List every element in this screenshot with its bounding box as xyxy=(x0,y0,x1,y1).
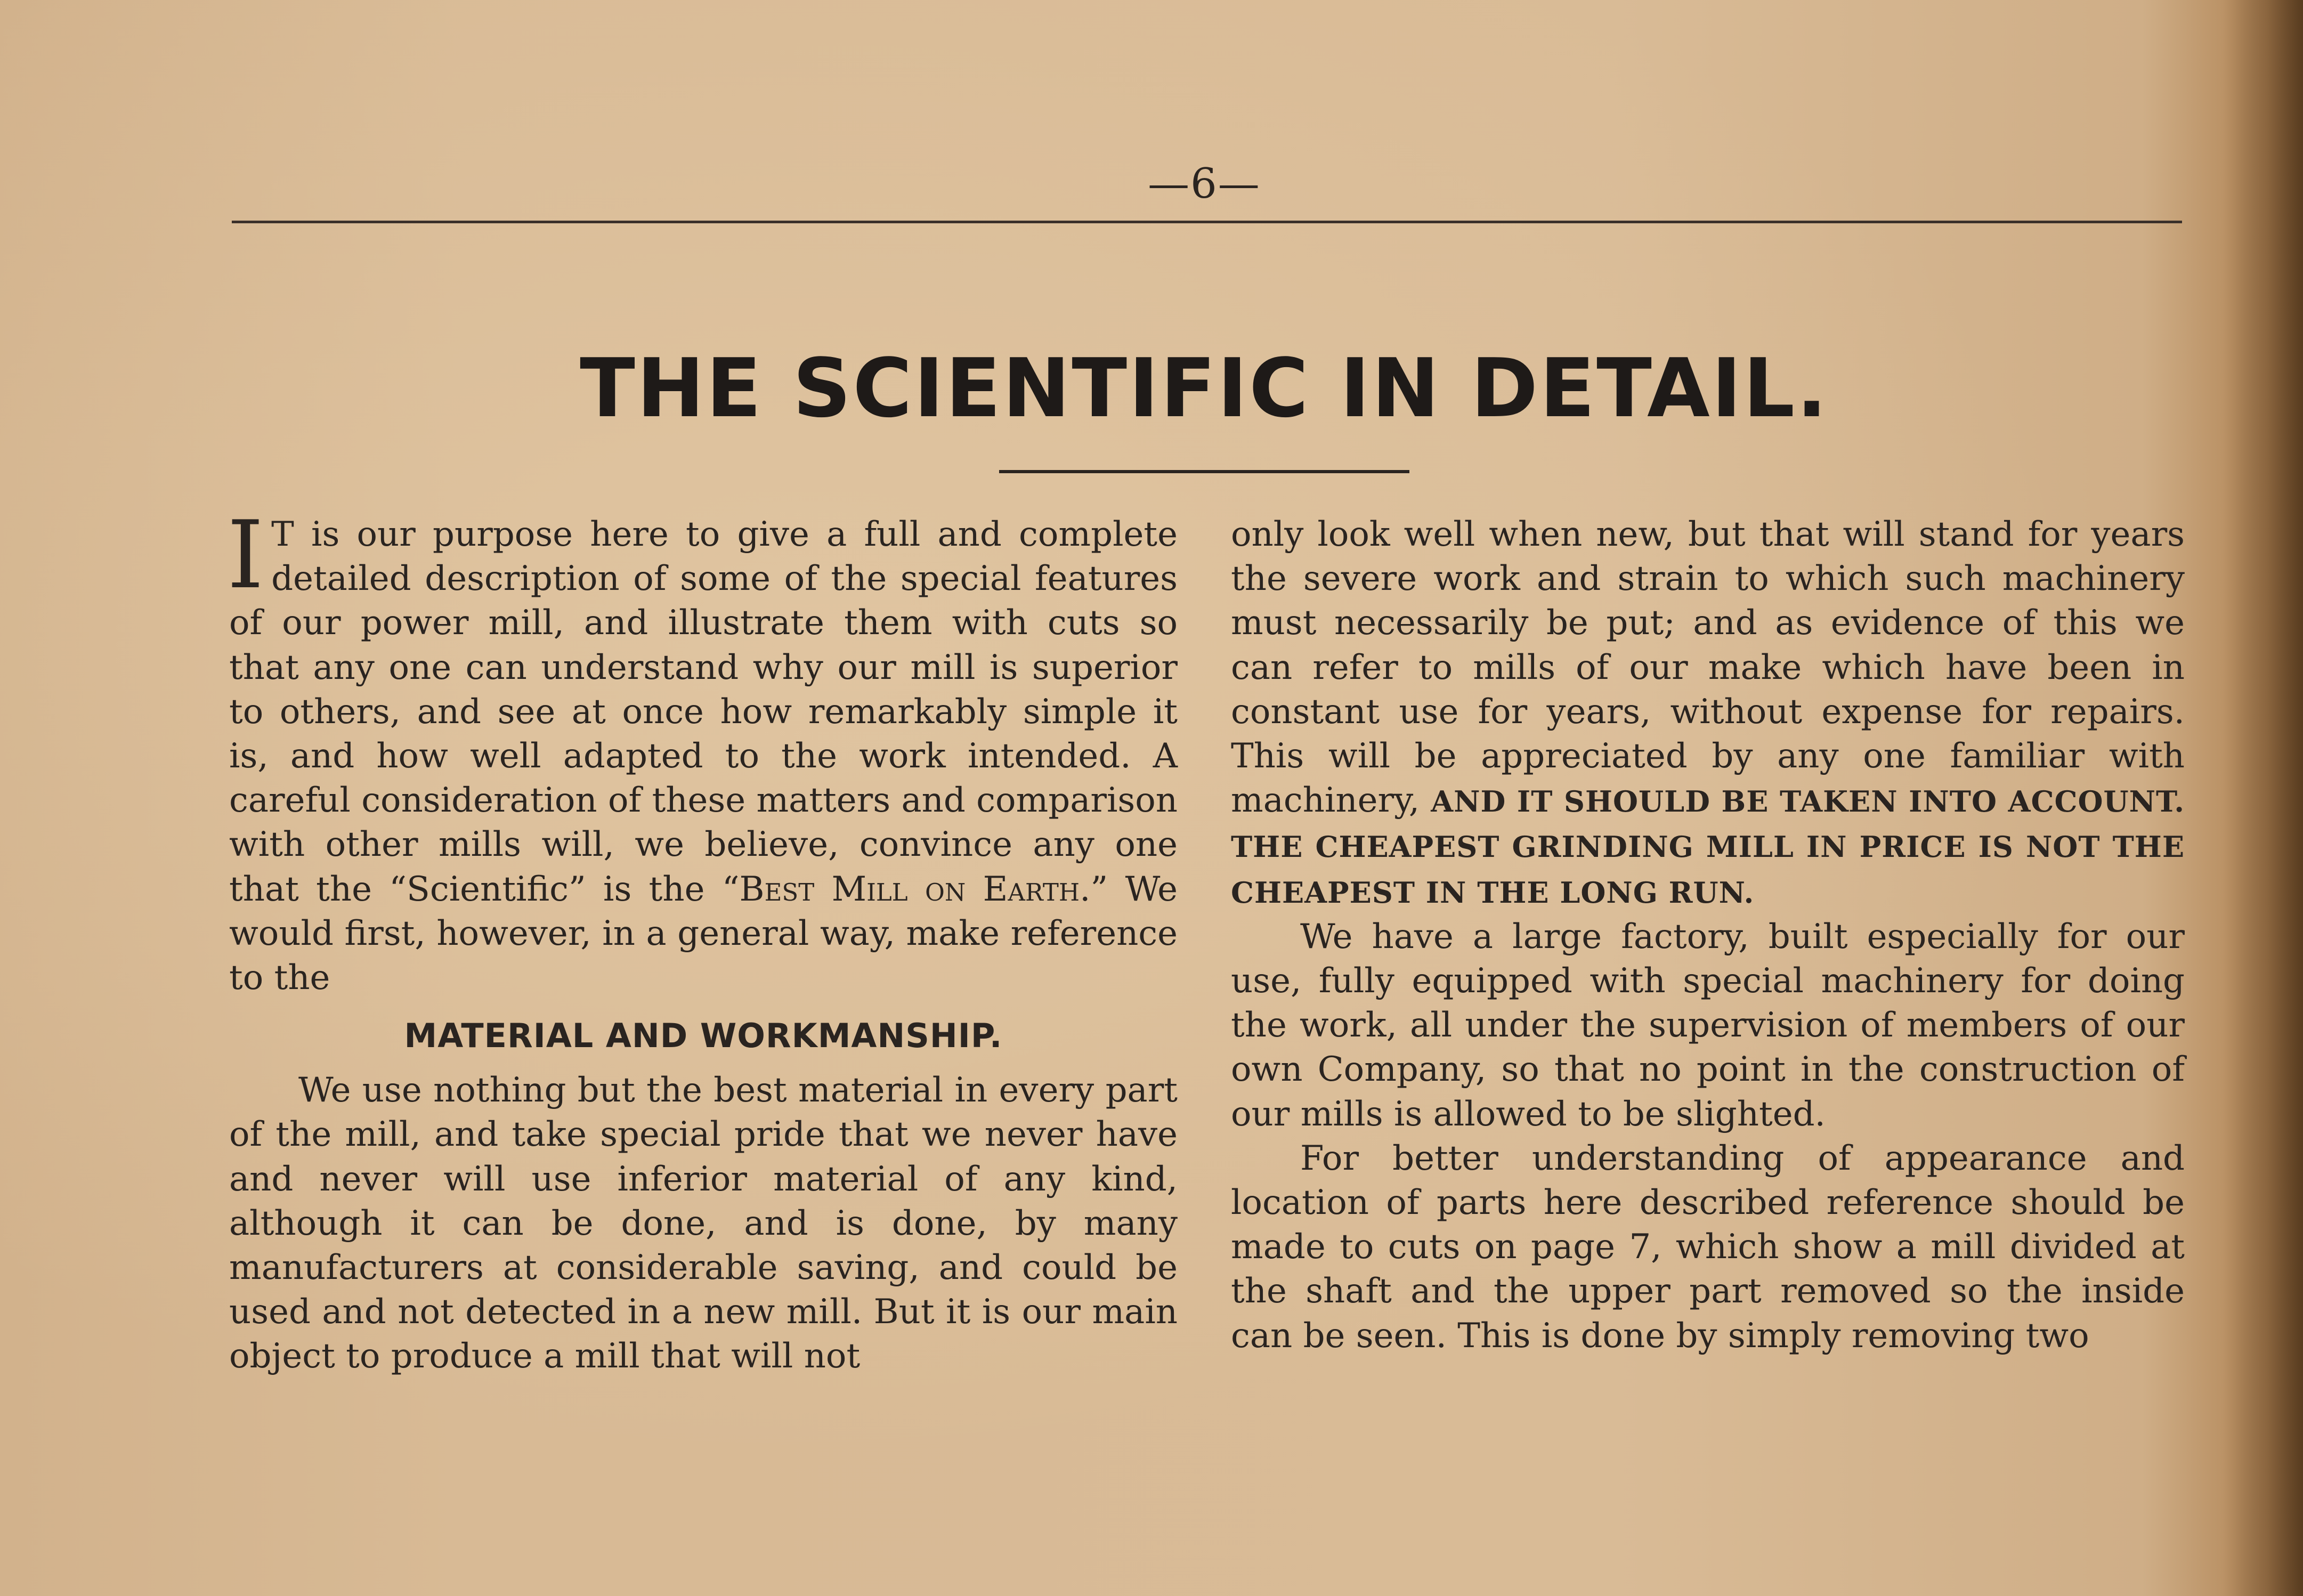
intro-paragraph xyxy=(227,501,1178,1000)
right-column xyxy=(1231,513,2185,1358)
page-spine-shadow xyxy=(2223,0,2303,1596)
emphasis-text-1: AND IT SHOULD BE TAKEN INTO ACCOUNT. xyxy=(1431,784,2185,819)
left-column xyxy=(227,501,1178,1379)
continuation-text: only look well when new, but that will stand for years the severe work and strain to which such machinery must necessarily be put; and as evidence of this we can refer to mills of our make which have been in constant use for years, without expense for repairs. This will be appreciated by any one familiar with machinery, xyxy=(1231,515,2185,821)
page-number: —6— xyxy=(1148,160,1261,208)
section-subheading: MATERIAL AND WORKMANSHIP. xyxy=(404,1016,1003,1056)
header-rule xyxy=(232,221,2182,223)
page-title: THE SCIENTIFIC IN DETAIL. xyxy=(580,341,1829,435)
drop-cap: I xyxy=(227,501,264,610)
intro-text: T is our purpose here to give a full and complete detailed description of some of the special features of our power mill, and illustrate them with cuts so that any one can understand why our mill is superior to others, and see at once how remarkably simple it is, and how well adapted to the work intended. A careful consideration of these matters and comparison with other mills will, we believe, convince any one that the “Scientific” is the “ xyxy=(229,515,1178,909)
title-underline xyxy=(999,470,1409,473)
factory-paragraph: We have a large factory, built especially for our use, fully equipped with special machinery for doing the work, all under the supervision of members of our own Company, so that no point in the construction of our mills is allowed to be slighted. xyxy=(1231,917,2185,1134)
material-paragraph: We use nothing but the best material in every part of the mill, and take special pride that we never have and never will use inferior material of any kind, although it can be done, and is done, by many manufacturers at considerable saving, and could be used and not detected in a new mill. But it is our main object to produce a mill that will not xyxy=(229,1071,1178,1376)
intro-text-end: ” We would first, however, in a general way, make reference to the xyxy=(229,869,1178,998)
cuts-paragraph: For better understanding of appearance and location of parts here described reference should be made to cuts on page 7, which show a mill divided at the shaft and the upper part removed so the inside can be seen. This is done by simply removing two xyxy=(1231,1138,2185,1356)
emphasis-text-2: THE CHEAPEST GRINDING MILL IN PRICE IS NOT THE CHEAPEST IN THE LONG RUN. xyxy=(1231,830,2185,910)
continuation-paragraph xyxy=(1231,513,2185,915)
best-mill-phrase: Best Mill on Earth. xyxy=(739,869,1091,909)
